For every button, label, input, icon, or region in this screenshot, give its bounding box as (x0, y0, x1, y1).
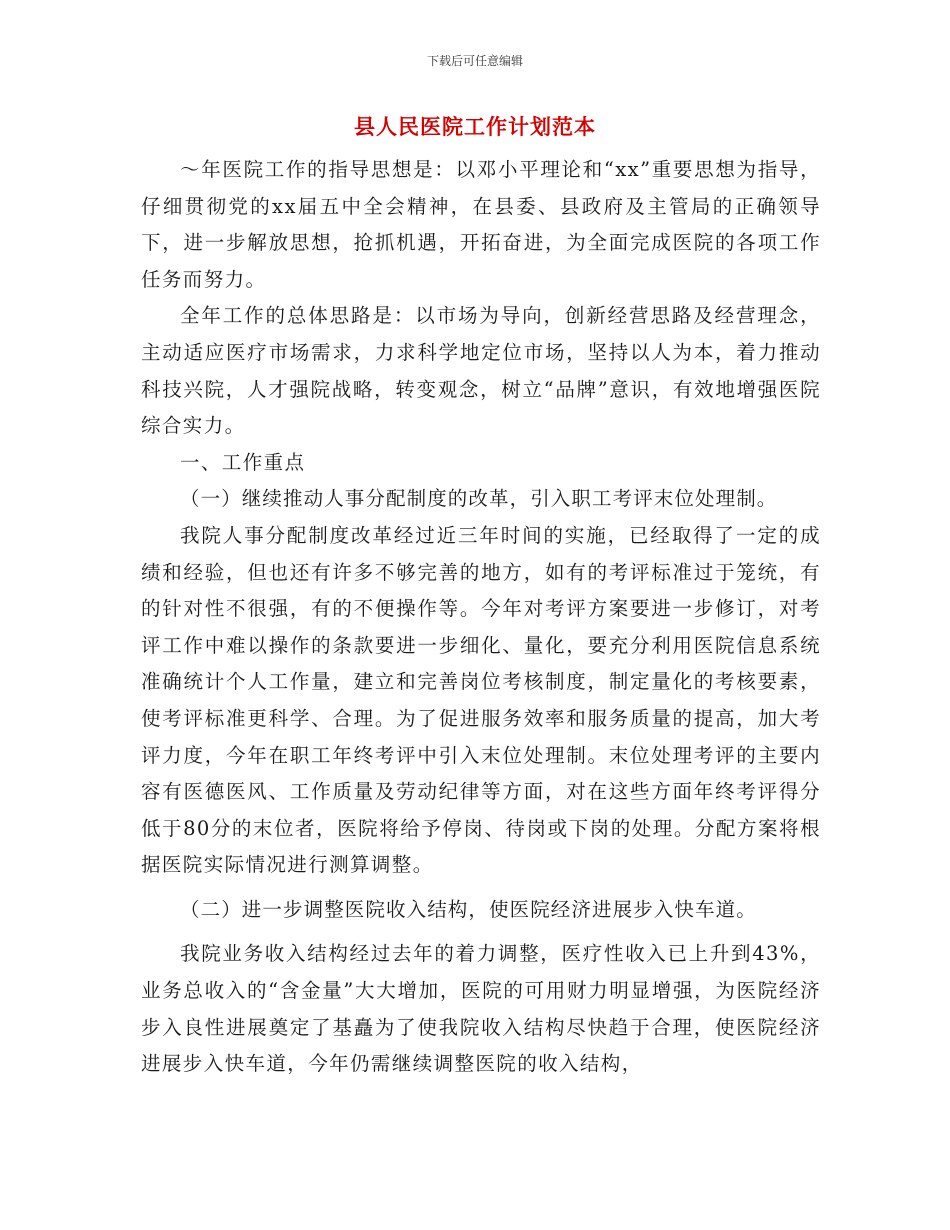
document-title: 县人民医院工作计划范本 (354, 114, 596, 139)
paragraph-income-structure: 我院业务收入结构经过去年的着力调整，医疗性收入已上升到43%，业务总收入的“含金量”大大增加，医院的可用财力明显增强，为医院经济步入良性进展奠定了基矗为了使我院收入结构尽快趋于合理，使医院经济进展步入快车道，今年仍需继续调整医院的收入结构， (141, 942, 821, 1076)
page-header: 下载后可任意编辑 (426, 54, 523, 68)
subsection-heading-2: （二）进一步调整医院收入结构，使医院经济进展步入快车道。 (180, 897, 757, 921)
paragraph-spacer (141, 884, 821, 892)
paragraph-spacer (141, 928, 821, 936)
subsection-heading-1: （一）继续推动人事分配制度的改革，引入职工考评末位处理制。 (180, 487, 778, 511)
section-heading-work-focus: 一、工作重点 (180, 450, 306, 474)
document-body (141, 152, 821, 1083)
paragraph-personnel-reform: 我院人事分配制度改革经过近三年时间的实施，已经取得了一定的成绩和经验，但也还有许多不够完善的地方，如有的考评标准过于笼统，有的针对性不很强，有的不便操作等。今年对考评方案要进一步修订，对考评工作中难以操作的条款要进一步细化、量化，要充分利用医院信息系统准确统计个人工作量，建立和完善岗位考核制度，制定量化的考核要素，使考评标准更科学、合理。为了促进服务效率和服务质量的提高，加大考评力度，今年在职工年终考评中引入末位处理制。末位处理考评的主要内容有医德医风、工作质量及劳动纪律等方面，对在这些方面年终考评得分低于80分的末位者，医院将给予停岗、待岗或下岗的处理。分配方案将根据医院实际情况进行测算调整。 (141, 523, 821, 877)
paragraph-guiding-ideology: ～年医院工作的指导思想是：以邓小平理论和“xx”重要思想为指导，仔细贯彻党的xx届五中全会精神，在县委、县政府及主管局的正确领导下，进一步解放思想，抢抓机遇，开拓奋进，为全面完成医院的各项工作任务而努力。 (141, 158, 821, 291)
paragraph-overall-approach: 全年工作的总体思路是：以市场为导向，创新经营思路及经营理念，主动适应医疗市场需求，力求科学地定位市场，坚持以人为本，着力推动科技兴院，人才强院战略，转变观念，树立“品牌”意识，有效地增强医院综合实力。 (141, 304, 821, 438)
